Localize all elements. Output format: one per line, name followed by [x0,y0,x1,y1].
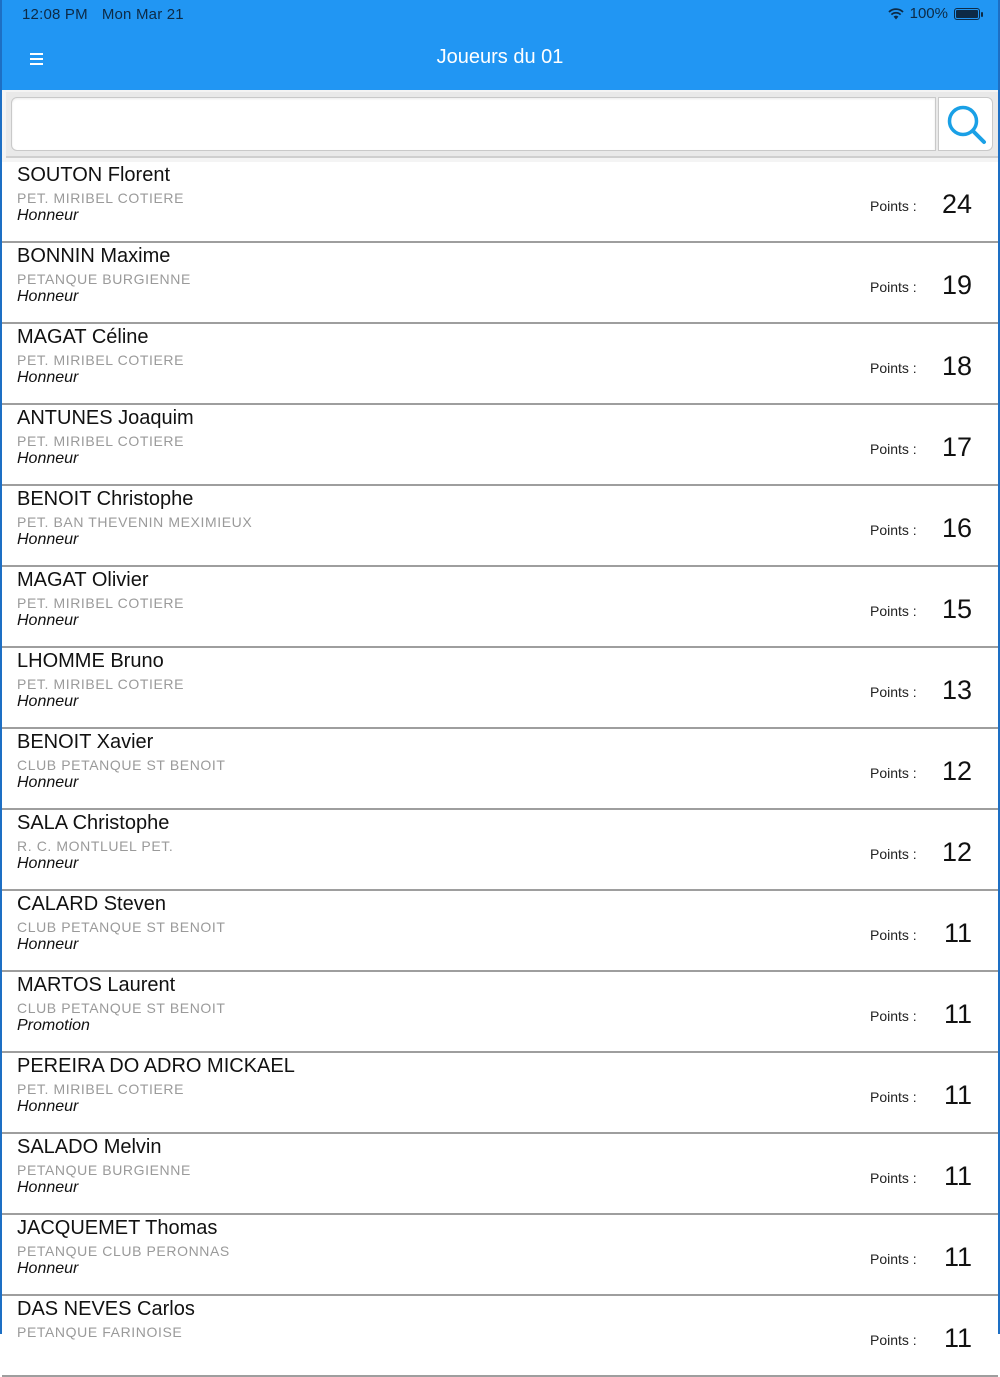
points-label: Points : [870,441,917,457]
search-input[interactable] [11,97,936,151]
player-row[interactable] [2,891,998,972]
wifi-icon [888,8,904,20]
player-row[interactable] [2,648,998,729]
player-name: SOUTON Florent [17,164,170,186]
player-division: Honneur [17,693,79,710]
player-division: Honneur [17,1260,79,1277]
battery-icon [954,8,980,20]
status-date: Mon Mar 21 [101,6,184,23]
player-club: PETANQUE BURGIENNE [17,1162,191,1178]
player-division: Honneur [17,288,79,305]
player-club: PET. MIRIBEL COTIERE [17,433,185,449]
player-division: Promotion [17,1017,90,1034]
points-value: 19 [941,270,972,300]
page-title: Joueurs du 01 [436,46,564,68]
player-division: Honneur [17,774,79,791]
player-club: PETANQUE BURGIENNE [17,271,191,287]
player-club: R. C. MONTLUEL PET. [17,838,174,854]
player-division: Honneur [17,207,79,224]
points-value: 11 [943,1080,972,1110]
search-bar [6,92,998,158]
points-value: 11 [943,918,972,948]
status-bar-right [888,5,980,22]
player-name: BENOIT Xavier [17,731,154,753]
player-name: BONNIN Maxime [17,245,171,267]
points-value: 12 [941,756,972,786]
points-value: 11 [943,1242,972,1272]
player-club: PETANQUE FARINOISE [17,1324,183,1340]
player-name: SALADO Melvin [17,1136,162,1158]
points-value: 13 [941,675,972,705]
player-club: PET. MIRIBEL COTIERE [17,190,185,206]
player-row[interactable] [2,162,998,243]
points-label: Points : [870,1170,917,1186]
points-label: Points : [870,1332,917,1348]
nav-header [2,0,998,90]
search-button[interactable] [938,97,993,151]
player-club: PETANQUE CLUB PERONNAS [17,1243,230,1259]
player-division: Honneur [17,531,79,548]
player-club: PET. MIRIBEL COTIERE [17,676,185,692]
player-row[interactable] [2,810,998,891]
player-club: CLUB PETANQUE ST BENOIT [17,757,226,773]
points-label: Points : [870,360,917,376]
points-value: 15 [941,594,972,624]
points-value: 11 [943,999,972,1029]
player-name: BENOIT Christophe [17,488,194,510]
points-label: Points : [870,522,917,538]
points-value: 12 [941,837,972,867]
points-value: 16 [941,513,972,543]
player-club: PET. MIRIBEL COTIERE [17,352,185,368]
player-name: MAGAT Olivier [17,569,149,591]
points-value: 11 [943,1161,972,1191]
status-time: 12:08 PM [22,6,88,23]
player-name: SALA Christophe [17,812,170,834]
player-name: JACQUEMET Thomas [17,1217,218,1239]
player-row[interactable] [2,243,998,324]
points-label: Points : [870,1089,917,1105]
player-row[interactable] [2,1296,998,1377]
player-club: PET. MIRIBEL COTIERE [17,595,185,611]
player-club: CLUB PETANQUE ST BENOIT [17,919,226,935]
player-row[interactable] [2,1053,998,1134]
player-division: Honneur [17,936,79,953]
player-club: CLUB PETANQUE ST BENOIT [17,1000,226,1016]
player-list [2,162,998,1377]
player-row[interactable] [2,1134,998,1215]
player-division: Honneur [17,612,79,629]
points-label: Points : [870,846,917,862]
points-label: Points : [870,198,917,214]
player-name: CALARD Steven [17,893,166,915]
points-label: Points : [870,279,917,295]
points-value: 24 [941,189,972,219]
player-division: Honneur [17,369,79,386]
player-division: Honneur [17,450,79,467]
player-row[interactable] [2,405,998,486]
points-value: 11 [943,1323,972,1353]
player-division: Honneur [17,1179,79,1196]
player-club: PET. MIRIBEL COTIERE [17,1081,185,1097]
player-name: DAS NEVES Carlos [17,1298,195,1320]
player-name: PEREIRA DO ADRO MICKAEL [17,1055,295,1077]
points-label: Points : [870,603,917,619]
points-label: Points : [870,765,917,781]
player-name: MARTOS Laurent [17,974,176,996]
battery-percent: 100% [909,5,948,22]
player-club: PET. BAN THEVENIN MEXIMIEUX [17,514,253,530]
player-row[interactable] [2,324,998,405]
player-row[interactable] [2,729,998,810]
status-bar-left [22,6,198,23]
player-row[interactable] [2,486,998,567]
points-value: 17 [941,432,972,462]
search-icon [946,104,988,146]
player-division: Honneur [17,855,79,872]
player-row[interactable] [2,972,998,1053]
player-row[interactable] [2,567,998,648]
player-division: Honneur [17,1098,79,1115]
points-label: Points : [870,1251,917,1267]
points-label: Points : [870,684,917,700]
points-label: Points : [870,927,917,943]
points-value: 18 [941,351,972,381]
player-row[interactable] [2,1215,998,1296]
points-label: Points : [870,1008,917,1024]
player-name: LHOMME Bruno [17,650,164,672]
player-name: ANTUNES Joaquim [17,407,194,429]
player-name: MAGAT Céline [17,326,149,348]
